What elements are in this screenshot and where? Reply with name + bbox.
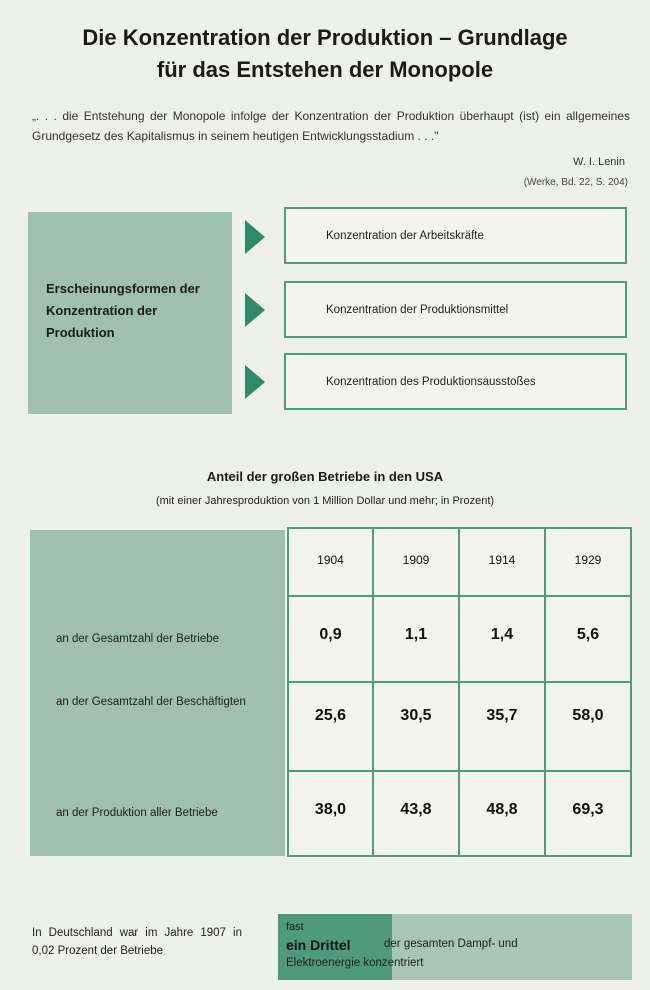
table-cell: 1,1 (404, 626, 428, 643)
table-cell: 0,9 (319, 626, 342, 643)
year-header: 1914 (488, 553, 516, 567)
table-cell: 38,0 (314, 801, 347, 818)
concentration-item-labor (284, 207, 627, 264)
table-cell: 35,7 (486, 707, 518, 724)
quote-source: (Werke, Bd. 22, S. 204) (523, 177, 628, 188)
row-labels-panel (30, 530, 285, 856)
arrow-right-icon (245, 365, 265, 399)
arrow-right-icon (245, 293, 265, 327)
table-cell: 5,6 (576, 626, 600, 643)
table-cell: 30,5 (400, 707, 432, 724)
table-cell: 69,3 (572, 801, 604, 818)
footer-rest-1: der gesamten Dampf- und (384, 938, 518, 950)
forms-label-box (28, 212, 232, 414)
forms-label: Erscheinungsformen der Konzentration der Produktion (46, 281, 200, 340)
concentration-item-label: Konzentration der Arbeitskräfte (326, 229, 484, 242)
year-header: 1904 (317, 553, 344, 567)
table-cell: 1,4 (490, 626, 514, 643)
concentration-item-label: Konzentration des Produktionsausstoßes (326, 375, 536, 388)
year-header: 1929 (574, 553, 602, 567)
data-table (287, 527, 632, 857)
year-header: 1909 (402, 553, 430, 567)
table-cell: 25,6 (314, 707, 347, 724)
footer-fast: fast (286, 921, 304, 933)
footer-drittel: ein Drittel (286, 937, 351, 953)
table-subtitle: (mit einer Jahresproduktion von 1 Million Dollar und mehr; in Prozent) (155, 495, 495, 507)
table-cell: 58,0 (572, 707, 604, 724)
table-cell: 43,8 (400, 801, 432, 818)
footer-rest-2: Elektroenergie konzentriert (286, 957, 424, 969)
row-label: an der Produktion aller Betriebe (56, 807, 218, 819)
title-line-1: Die Konzentration der Produktion – Grundlage (82, 25, 568, 50)
arrow-right-icon (245, 220, 265, 254)
table-title: Anteil der großen Betriebe in den USA (206, 469, 444, 484)
concentration-item-output (284, 353, 627, 410)
row-label: an der Gesamtzahl der Beschäftigten (56, 696, 246, 708)
page-title (0, 22, 650, 86)
table-cell: 48,8 (486, 801, 518, 818)
quote-author: W. I. Lenin (573, 156, 625, 168)
concentration-item-means (284, 281, 627, 338)
footer-left-text: In Deutschland war im Jahre 1907 in 0,02 Prozent der Betriebe (32, 927, 242, 957)
row-label: an der Gesamtzahl der Betriebe (56, 633, 220, 645)
lenin-quote: „. . . die Entstehung der Monopole infolge der Konzentration der Produktion überhaupt (ist) ein allgemeines Grundgesetz des Kapitalismus in seinem heutigen Entwicklungsstadium . . ." (32, 109, 630, 143)
concentration-item-label: Konzentration der Produktionsmittel (326, 303, 509, 316)
title-line-2: für das Entstehen der Monopole (156, 57, 494, 82)
